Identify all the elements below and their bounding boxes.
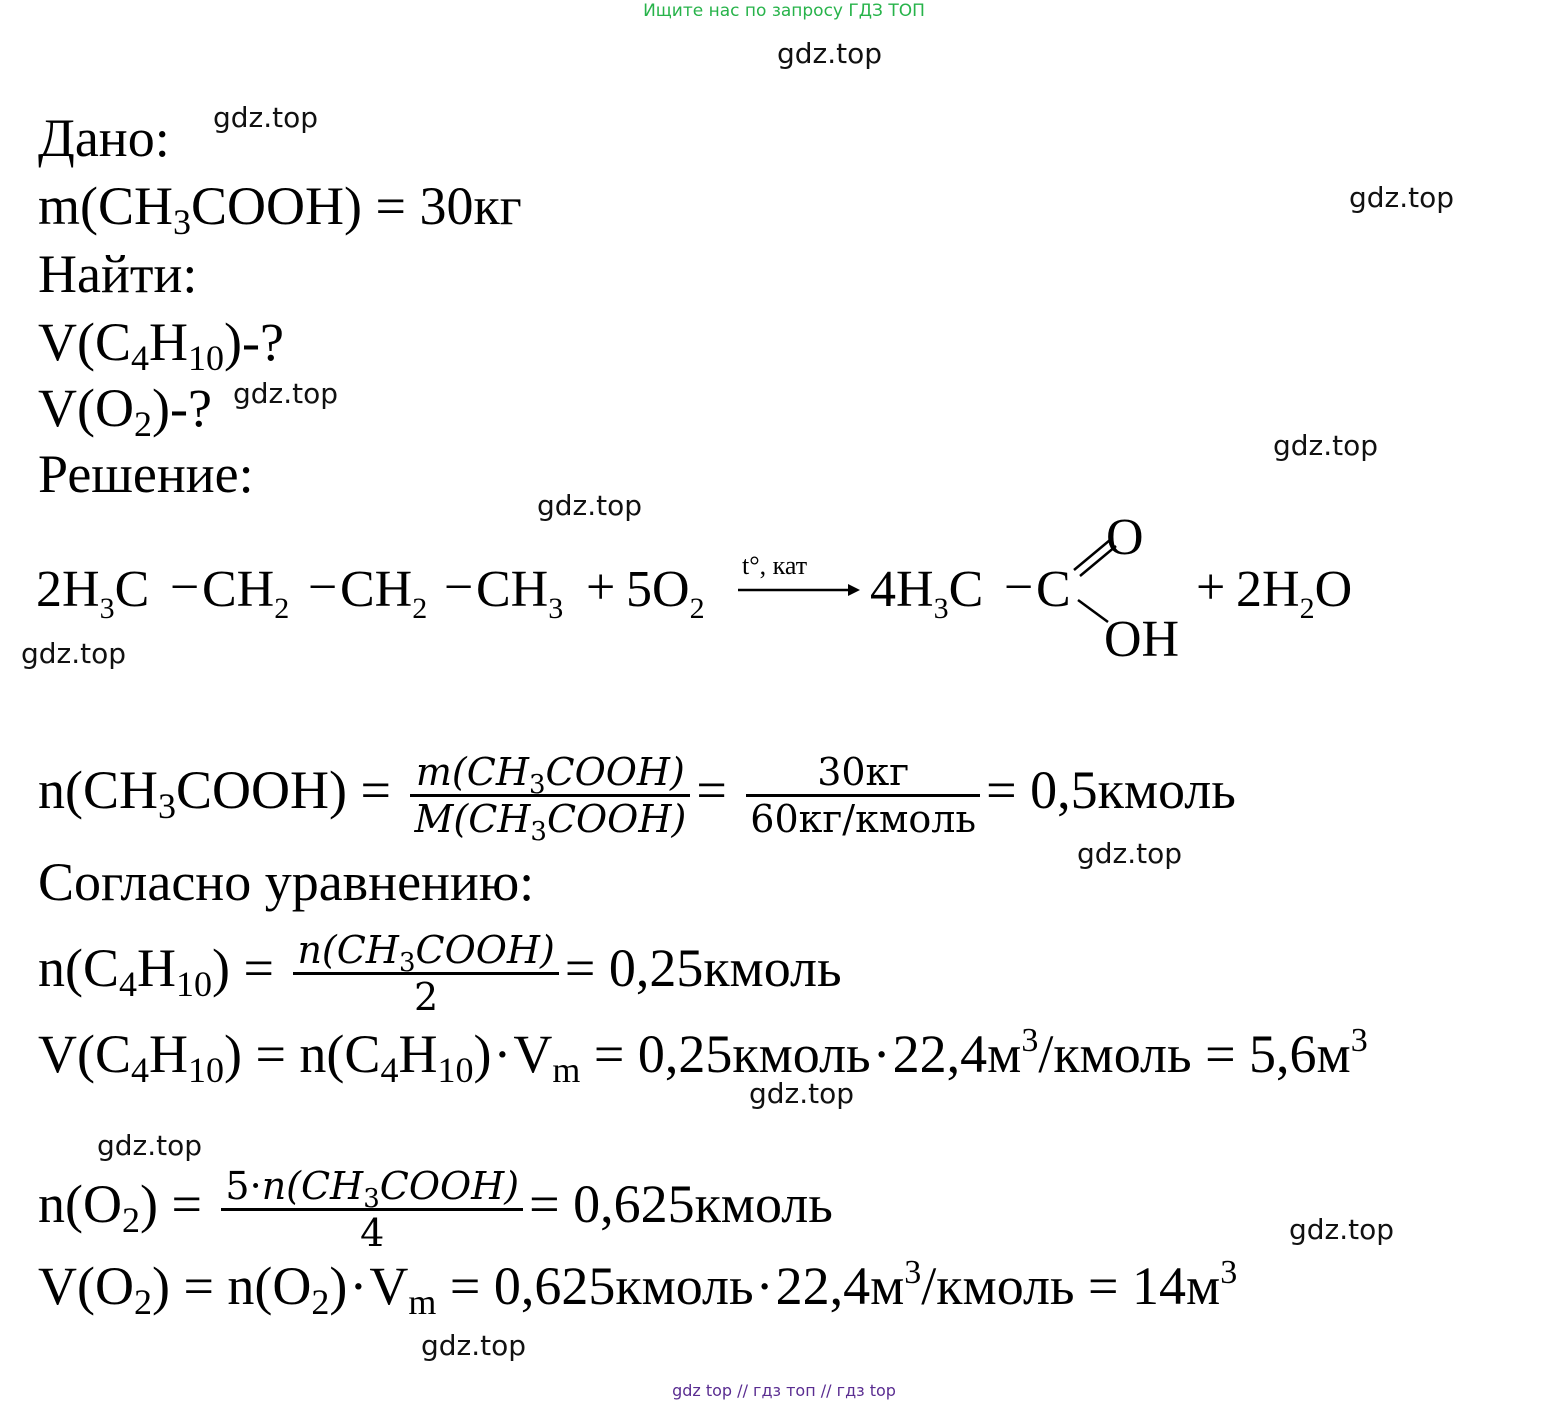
acid-value-fraction: $\frac{30кг}{\text{60кг/кмоль}}$ [746, 750, 980, 841]
svg-text:−: − [170, 559, 200, 616]
watermark: gdz.top [97, 1129, 203, 1162]
oxygen-volume-equation: $V(O2) = n(O2)\cdot Vm = 0,625кмоль\cdot 22,4м^3$/кмоль = $14м^3$ [38, 1253, 1238, 1323]
footer-link-gdz-top[interactable]: gdz top [672, 1381, 733, 1400]
oxygen-moles-equation: n(O2) = $\frac{5\cdot n(CH_3COOH)}{4}$ = 0,625кмоль [38, 1164, 833, 1256]
svg-text:C: C [1036, 561, 1071, 618]
find-heading: Найти: [38, 244, 198, 304]
given-mass: m(CH3COOH) = 30кг [38, 176, 522, 243]
footer-separator: // [737, 1381, 748, 1400]
watermark: gdz.top [777, 37, 883, 70]
find-oxygen-volume: V(O2)-? [38, 378, 212, 445]
svg-text:OH: OH [1104, 611, 1180, 668]
svg-text:+: + [586, 559, 616, 616]
given-heading: Дано: [38, 108, 170, 168]
svg-text:2H3C: $2H_3C$ [36, 561, 150, 625]
svg-text:CH2: $CH_2$ [202, 561, 290, 625]
acid-formula-fraction: $\frac{m(CH_3COOH)}{M(CH_3COOH)}$ [410, 750, 690, 841]
svg-text:−: − [1004, 559, 1034, 616]
watermark: gdz.top [1077, 837, 1183, 870]
svg-text:CH2: $CH_2$ [340, 561, 428, 625]
butane-fraction: $\frac{n(CH_3COOH)}{2}$ [293, 928, 558, 1019]
svg-text:−: − [444, 559, 474, 616]
watermark: gdz.top [213, 101, 319, 134]
svg-text:5O2: $5O_2$ [626, 561, 705, 625]
oxygen-fraction: $\frac{5\cdot n(CH_3COOH)}{4}$ [221, 1164, 523, 1255]
footer-link-gdz-top-ru[interactable]: гдз топ [753, 1381, 816, 1400]
acid-moles-equation: n(CH3COOH) = $\frac{m(CH_3COOH)}{M(CH_3COOH)}$ = $\frac{30кг}{\text{60кг/кмоль}}$ = 0,5кмоль [38, 750, 1236, 847]
svg-text:4H3C: $4H_3C$ [870, 561, 984, 625]
butane-volume-equation: $V(C4H10) = n(C4H10)\cdot Vm = 0,25кмоль\cdot 22,4м^3$/кмоль = $5,6м^3$ [38, 1021, 1368, 1091]
watermark: gdz.top [1273, 429, 1379, 462]
footer-links [0, 1380, 1568, 1402]
svg-text:2H2O: $2H_2O$ [1236, 561, 1353, 625]
find-butane-volume: V(C4H10)-? [38, 312, 284, 379]
watermark: gdz.top [1349, 181, 1455, 214]
watermark: gdz.top [537, 489, 643, 522]
butane-moles-equation: n(C4H10) = $\frac{n(CH_3COOH)}{2}$ = 0,25кмоль [38, 928, 842, 1020]
svg-text:+: + [1196, 559, 1226, 616]
watermark: gdz.top [1289, 1213, 1395, 1246]
svg-text:CH3: $CH_3$ [476, 561, 564, 625]
footer-link-gdz-top-mixed[interactable]: гдз top [836, 1381, 896, 1400]
watermark: gdz.top [749, 1077, 855, 1110]
svg-text:O: O [1106, 509, 1144, 566]
watermark: gdz.top [233, 377, 339, 410]
svg-text:t°, кат: t°, кат [742, 551, 808, 580]
solution-heading: Решение: [38, 444, 254, 504]
footer-separator: // [820, 1381, 832, 1400]
according-to-equation: Согласно уравнению: [38, 852, 535, 912]
watermark: gdz.top [421, 1329, 527, 1362]
watermark: gdz.top [21, 637, 127, 670]
search-hint: Ищите нас по запросу ГДЗ ТОП [643, 1, 925, 21]
svg-text:−: − [308, 559, 338, 616]
reaction-equation [30, 500, 1410, 680]
